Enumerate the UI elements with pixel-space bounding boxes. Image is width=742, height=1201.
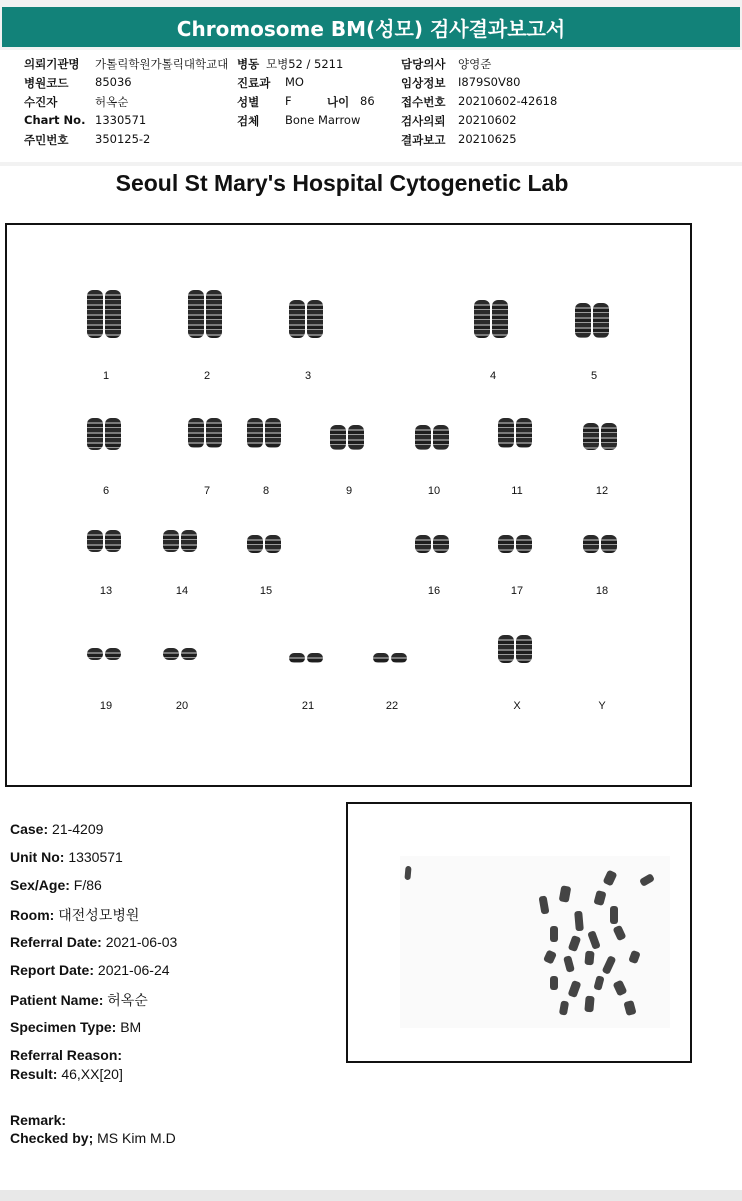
chromosome <box>289 653 305 663</box>
chromosome-label: 21 <box>301 700 315 712</box>
chromosome <box>181 648 197 660</box>
chromosome-label: 6 <box>102 485 110 497</box>
info-value: 20210602-42618 <box>458 94 558 108</box>
chromosome-label: 13 <box>99 585 113 597</box>
metaphase-chromosome <box>538 895 549 914</box>
info-value: 350125-2 <box>95 132 151 146</box>
chromosome <box>415 425 431 450</box>
chromosome <box>105 648 121 660</box>
chromosome-label: 5 <box>590 370 598 382</box>
chromosome-pair <box>87 290 121 338</box>
ward-value: 모병52 / 5211 <box>266 57 344 71</box>
case-field <box>10 934 177 950</box>
metaphase-chromosome <box>550 926 558 942</box>
info-value: 허옥순 <box>95 95 129 109</box>
chromosome <box>433 425 449 450</box>
metaphase-chromosome <box>543 949 557 964</box>
chromosome-pair <box>498 635 532 663</box>
chromosome-pair <box>498 535 532 553</box>
chromosome <box>181 530 197 552</box>
chromosome-pair <box>575 303 609 338</box>
case-field-label: Patient Name: <box>10 992 104 1008</box>
chromosome <box>516 535 532 553</box>
case-field-value: 2021-06-03 <box>101 934 178 950</box>
chromosome-label: 1 <box>102 370 110 382</box>
metaphase-chromosome <box>559 885 572 902</box>
case-field <box>10 1112 66 1128</box>
metaphase-chromosome <box>584 996 594 1013</box>
case-field-value: BM <box>116 1019 142 1035</box>
chromosome <box>105 290 121 338</box>
case-field-value: 46,XX[20] <box>57 1066 123 1082</box>
info-label: 의뢰기관명 <box>24 57 80 71</box>
chromosome <box>87 290 103 338</box>
chromosome-label: 8 <box>262 485 270 497</box>
info-label: Chart No. <box>24 113 86 127</box>
metaphase-chromosome <box>568 980 582 998</box>
metaphase-chromosome <box>593 975 604 991</box>
chromosome <box>373 653 389 663</box>
chromosome <box>307 653 323 663</box>
chromosome <box>163 648 179 660</box>
chromosome-label: 7 <box>203 485 211 497</box>
lab-title: Seoul St Mary's Hospital Cytogenetic Lab <box>115 170 569 196</box>
chromosome-label: 12 <box>595 485 609 497</box>
chromosome <box>474 300 490 338</box>
metaphase-chromosome <box>587 930 601 950</box>
chromosome-pair <box>188 418 222 448</box>
info-label: 결과보고 <box>401 133 446 147</box>
chromosome-pair <box>188 290 222 338</box>
chromosome <box>498 635 514 663</box>
chromosome-pair <box>163 530 197 552</box>
chromosome <box>516 635 532 663</box>
chromosome <box>105 418 121 450</box>
case-field-label: Referral Date: <box>10 934 102 950</box>
chromosome <box>492 300 508 338</box>
chromosome-label: 20 <box>175 700 189 712</box>
case-field-label: Sex/Age: <box>10 877 70 893</box>
chromosome <box>87 418 103 450</box>
chromosome <box>206 290 222 338</box>
chromosome-pair <box>415 535 449 553</box>
case-field <box>10 1130 176 1146</box>
info-label: 검사의뢰 <box>401 114 446 128</box>
chromosome <box>498 535 514 553</box>
metaphase-chromosome <box>603 870 618 887</box>
case-field-label: Unit No: <box>10 849 65 865</box>
specimen-label: 검체 <box>237 114 260 128</box>
case-field <box>10 877 102 893</box>
chromosome <box>498 418 514 448</box>
metaphase-chromosome <box>563 955 575 973</box>
chromosome-pair <box>289 300 323 338</box>
info-label: 병원코드 <box>24 76 69 90</box>
case-field <box>10 821 103 837</box>
chromosome <box>87 530 103 552</box>
chromosome <box>391 653 407 663</box>
case-field-label: Case: <box>10 821 49 837</box>
chromosome-pair <box>163 648 197 660</box>
case-field-value: 대전성모병원 <box>54 907 140 923</box>
chromosome-pair <box>330 425 364 450</box>
chromosome-pair <box>474 300 508 338</box>
patient-info-panel <box>0 50 742 162</box>
case-field-value: 1330571 <box>64 849 123 865</box>
chromosome-label: 3 <box>304 370 312 382</box>
chromosome-label: 22 <box>385 700 399 712</box>
chromosome <box>348 425 364 450</box>
metaphase-chromosome <box>559 1000 569 1015</box>
case-field-label: Room: <box>10 907 55 923</box>
chromosome-label: 18 <box>595 585 609 597</box>
info-value: 1330571 <box>95 113 147 127</box>
chromosome <box>188 418 204 448</box>
age-value: 86 <box>360 94 375 108</box>
sex-value: F <box>285 94 292 108</box>
info-label: 수진자 <box>24 95 58 109</box>
info-value: I879S0V80 <box>458 75 521 89</box>
metaphase-chromosome <box>584 951 594 966</box>
chromosome-label: 2 <box>203 370 211 382</box>
chromosome <box>188 290 204 338</box>
metaphase-chromosome <box>602 955 617 975</box>
chromosome-label: 16 <box>427 585 441 597</box>
report-title: Chromosome BM(성모) 검사결과보고서 <box>176 16 566 41</box>
metaphase-chromosome <box>623 1000 636 1016</box>
chromosome <box>516 418 532 448</box>
case-field-label: Specimen Type: <box>10 1019 117 1035</box>
dept-label: 진료과 <box>237 76 271 90</box>
case-field-value: 허옥순 <box>103 992 148 1008</box>
karyotype-report <box>0 166 742 1190</box>
metaphase-chromosome <box>550 976 558 990</box>
chromosome-pair <box>415 425 449 450</box>
chromosome <box>289 300 305 338</box>
chromosome-label: 4 <box>489 370 497 382</box>
chromosome <box>415 535 431 553</box>
case-field <box>10 1047 122 1063</box>
chromosome-label: 19 <box>99 700 113 712</box>
case-field-label: Checked by; <box>10 1130 94 1146</box>
metaphase-chromosome <box>639 873 655 887</box>
specimen-value: Bone Marrow <box>285 113 361 127</box>
case-field <box>10 1066 123 1082</box>
chromosome <box>575 303 591 338</box>
case-field-label: Remark: <box>10 1112 67 1128</box>
case-field-value: 21-4209 <box>48 821 104 837</box>
info-value: 양영준 <box>458 57 492 71</box>
chromosome-label: 17 <box>510 585 524 597</box>
metaphase-image <box>346 802 692 1063</box>
chromosome-pair <box>87 648 121 660</box>
case-field <box>10 962 170 978</box>
chromosome <box>593 303 609 338</box>
metaphase-chromosome <box>612 925 626 941</box>
chromosome <box>247 418 263 448</box>
chromosome-pair <box>583 535 617 553</box>
chromosome-pair <box>373 653 407 663</box>
karyogram-panel <box>5 223 692 787</box>
sex-label: 성별 <box>237 95 260 109</box>
info-value: 가톨릭학원가톨릭대학교대 <box>95 57 229 71</box>
info-label: 임상정보 <box>401 76 446 90</box>
chromosome-label: 15 <box>259 585 273 597</box>
chromosome <box>433 535 449 553</box>
metaphase-chromosome <box>404 866 411 880</box>
report-title-bar <box>2 7 740 47</box>
chromosome <box>87 648 103 660</box>
case-field <box>10 905 139 925</box>
case-field <box>10 1019 141 1035</box>
chromosome <box>330 425 346 450</box>
metaphase-chromosome <box>610 906 618 924</box>
metaphase-spread <box>400 856 670 1028</box>
chromosome-pair <box>87 418 121 450</box>
metaphase-chromosome <box>613 980 628 997</box>
info-value: 85036 <box>95 75 132 89</box>
chromosome <box>206 418 222 448</box>
chromosome <box>163 530 179 552</box>
chromosome <box>247 535 263 553</box>
chromosome-label: 14 <box>175 585 189 597</box>
chromosome-pair <box>247 418 281 448</box>
chromosome <box>583 423 599 450</box>
case-field-value: F/86 <box>69 877 102 893</box>
case-field-label: Result: <box>10 1066 58 1082</box>
chromosome-label: Y <box>598 700 606 712</box>
chromosome-pair <box>498 418 532 448</box>
case-field-label: Referral Reason: <box>10 1047 123 1063</box>
chromosome <box>265 418 281 448</box>
metaphase-chromosome <box>568 935 582 952</box>
metaphase-chromosome <box>628 950 641 964</box>
case-field-value: MS Kim M.D <box>93 1130 176 1146</box>
metaphase-chromosome <box>593 890 606 906</box>
dept-value: MO <box>285 75 304 89</box>
case-field-value: 2021-06-24 <box>94 962 170 978</box>
info-value: 20210602 <box>458 113 517 127</box>
chromosome-pair <box>87 530 121 552</box>
info-label: 접수번호 <box>401 95 446 109</box>
chromosome <box>583 535 599 553</box>
chromosome-label: 9 <box>345 485 353 497</box>
chromosome <box>105 530 121 552</box>
info-value: 20210625 <box>458 132 517 146</box>
age-label: 나이 <box>327 95 350 109</box>
case-field <box>10 849 123 865</box>
info-label: 주민번호 <box>24 133 69 147</box>
chromosome <box>601 423 617 450</box>
info-label: 담당의사 <box>401 57 446 71</box>
chromosome <box>601 535 617 553</box>
chromosome-label: X <box>513 700 521 712</box>
chromosome-pair <box>289 653 323 663</box>
metaphase-chromosome <box>574 911 584 932</box>
chromosome-pair <box>247 535 281 553</box>
chromosome <box>307 300 323 338</box>
chromosome-label: 10 <box>427 485 441 497</box>
case-field <box>10 990 148 1010</box>
case-field-label: Report Date: <box>10 962 95 978</box>
chromosome <box>265 535 281 553</box>
chromosome-pair <box>583 423 617 450</box>
ward-label: 병동 <box>237 57 260 71</box>
chromosome-label: 11 <box>511 485 523 497</box>
page-footer-bar <box>0 1190 742 1201</box>
